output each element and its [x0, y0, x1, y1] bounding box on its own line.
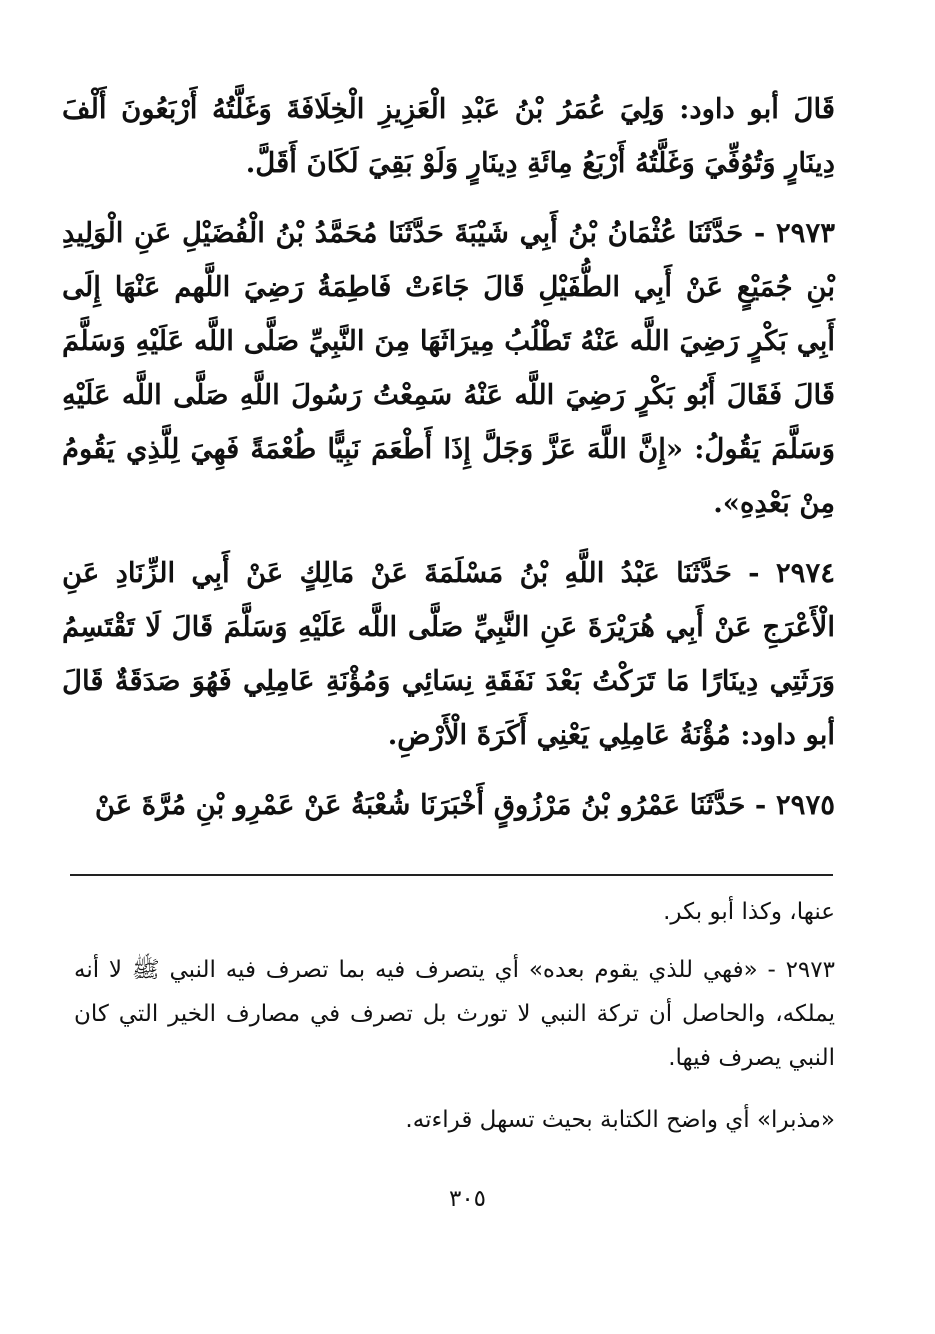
footnote-divider	[70, 874, 833, 876]
hadith-2975: ٢٩٧٥ - حَدَّثَنَا عَمْرُو بْنُ مَرْزُوقٍ أَخْبَرَنَا شُعْبَةُ عَنْ عَمْرِو بْنِ مُرَّةَ عَنْ	[94, 789, 835, 821]
page-number: ٣٠٥	[448, 1186, 487, 1212]
hadith-2973: ٢٩٧٣ - حَدَّثَنَا عُثْمَانُ بْنُ أَبِي شَيْبَةَ حَدَّثَنَا مُحَمَّدُ بْنُ الْفُضَيْلِ عَنِ الْوَلِيدِ بْنِ جُمَيْعٍ عَنْ أَبِي الطُّفَيْلِ قَالَ جَاءَتْ فَاطِمَةُ رَضِيَ اللَّهم عَنْهَا إِلَى أَبِي بَكْرٍ رَضِيَ اللَّه عَنْهُ تَطْلُبُ مِيرَاثَهَا مِنَ النَّبِيِّ صَلَّى اللَّه عَلَيْهِ وَسَلَّمَ قَالَ فَقَالَ أَبُو بَكْرٍ رَضِيَ اللَّه عَنْهُ سَمِعْتُ رَسُولَ اللَّهِ صَلَّى اللَّه عَلَيْهِ وَسَلَّمَ يَقُولُ: «إِنَّ اللَّهَ عَزَّ وَجَلَّ إِذَا أَطْعَمَ نَبِيًّا طُعْمَةً فَهِيَ لِلَّذِي يَقُومُ مِنْ بَعْدِهِ».	[62, 217, 835, 519]
paragraph-abu-dawud-note: قَالَ أبو داود: وَلِيَ عُمَرُ بْنُ عَبْدِ الْعَزِيزِ الْخِلَافَةَ وَغَلَّتُهُ أَرْبَعُونَ أَلْفَ دِينَارٍ وَتُوُفِّيَ وَغَلَّتُهُ أَرْبَعُ مِائَةِ دِينَارٍ وَلَوْ بَقِيَ لَكَانَ أَقَلَّ.	[62, 93, 835, 179]
footnote-continuation: عنها، وكذا أبو بكر.	[663, 899, 835, 925]
footnote-mudabbar: «مذبرا» أي واضح الكتابة بحيث تسهل قراءته.	[405, 1107, 835, 1133]
footnotes	[74, 890, 835, 1142]
hadith-2974: ٢٩٧٤ - حَدَّثَنَا عَبْدُ اللَّهِ بْنُ مَسْلَمَةَ عَنْ مَالِكٍ عَنْ أَبِي الزِّنَادِ عَنِ الْأَعْرَجِ عَنْ أَبِي هُرَيْرَةَ عَنِ النَّبِيِّ صَلَّى اللَّه عَلَيْهِ وَسَلَّمَ قَالَ لَا تَقْتَسِمُ وَرَثَتِي دِينَارًا مَا تَرَكْتُ بَعْدَ نَفَقَةِ نِسَائِي وَمُؤْنَةِ عَامِلِي فَهُوَ صَدَقَةٌ قَالَ أبو داود: مُؤْنَةُ عَامِلِي يَعْنِي أَكَرَةَ الْأَرْضِ.	[62, 557, 835, 751]
footnote-2973: ٢٩٧٣ - «فهي للذي يقوم بعده» أي يتصرف فيه بما تصرف فيه النبي ﷺ لا أنه يملكه، والحاصل أن تركة النبي لا تورث بل تصرف في مصارف الخير التي كان النبي يصرف فيها.	[74, 957, 835, 1071]
main-text	[62, 82, 835, 848]
